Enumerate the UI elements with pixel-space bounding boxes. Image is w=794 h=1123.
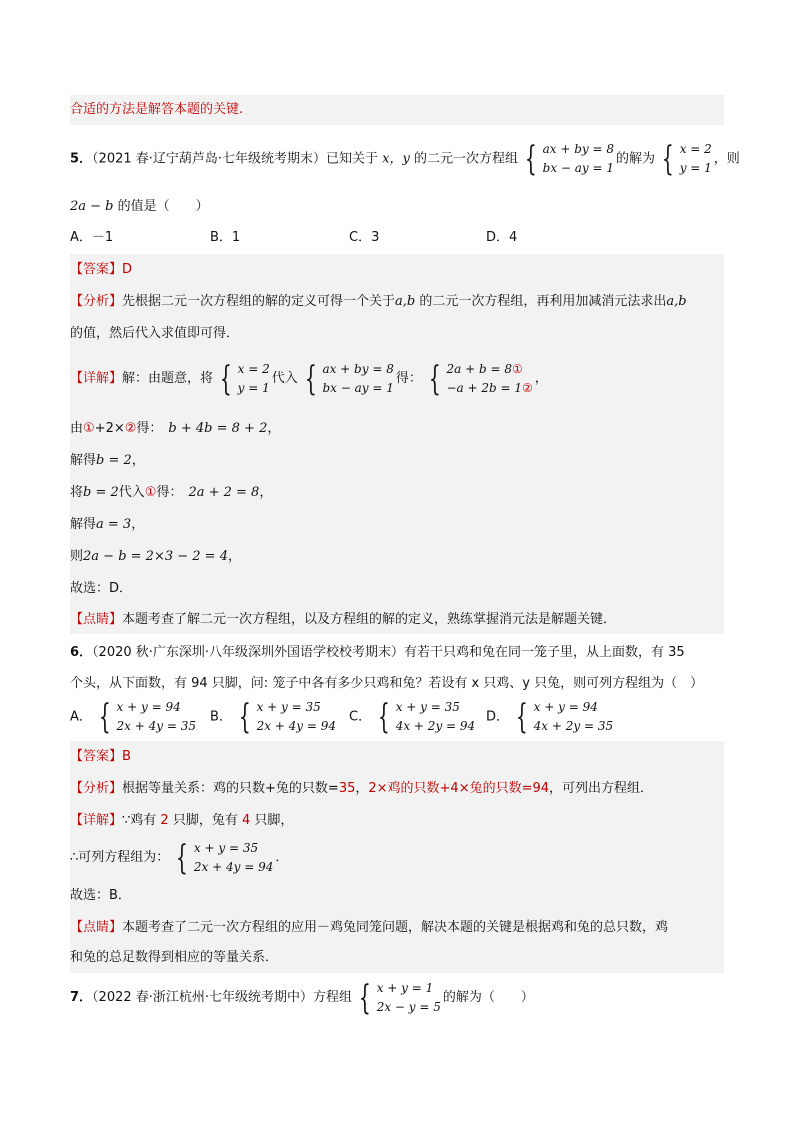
q5-derived-system: { 2a + b = 8① −a + 2b = 1②: [428, 358, 533, 399]
q6-result-system: { x + y = 35 2x + 4y = 94: [176, 837, 274, 878]
step-text: 解得: [70, 453, 97, 468]
q6-analysis: [70, 779, 653, 799]
step-equation: 2a + 2 = 8: [188, 485, 260, 500]
system-row: x + y = 94: [533, 700, 598, 714]
q5-comment: [70, 610, 616, 630]
detail-text: 只脚，兔有: [168, 813, 242, 828]
system-row: ax + by = 8: [322, 361, 394, 376]
comment-text: 本题考查了解二元一次方程组，以及方程组的解的定义，熟练掌握消元法是解题关键．: [122, 612, 617, 627]
q5-stem-line2: [70, 197, 209, 217]
q6-option-b[interactable]: [210, 698, 338, 736]
step-text: +2×: [94, 421, 125, 436]
analysis-tag: 【分析】: [70, 294, 123, 309]
q7-stem-text: 的解为（ ）: [442, 990, 534, 1005]
step-equation: b = 2: [83, 485, 119, 500]
system-row: 2a + b = 8: [446, 361, 512, 376]
q6-choose: 故选：B．: [70, 888, 131, 903]
q5-system-row2: bx − ay = 1: [542, 161, 615, 175]
detail-text: ∵鸡有: [122, 813, 161, 828]
system-row: x + y = 35: [193, 840, 259, 855]
q6-detail: [70, 811, 293, 831]
step-equation: a = 3: [96, 517, 132, 532]
step-text: ，: [267, 421, 281, 436]
q5-stem-text: ，则: [713, 151, 740, 167]
option-label: C．: [349, 709, 372, 725]
system-row: bx − ay = 1: [322, 380, 394, 395]
equation-marker-2: ②: [124, 421, 137, 436]
detail-text: 代入: [271, 371, 298, 386]
q5-expression: 2a − b: [70, 199, 114, 214]
q5-stem-text: 的二元一次方程组: [409, 151, 518, 167]
comment-tag: 【点睛】: [70, 612, 123, 627]
q5-option-a[interactable]: A．－1: [70, 230, 114, 245]
q5-detail-solution-system: { x = 2 y = 1: [219, 358, 270, 399]
q5-step3: [70, 483, 272, 503]
q6-option-d[interactable]: [486, 698, 615, 736]
step-text: 由: [70, 421, 84, 436]
step-text: 则: [70, 549, 84, 564]
option-system: { x + y = 35 2x + 4y = 94: [238, 697, 337, 737]
step-text: 得：: [136, 421, 163, 436]
detail-text: 解：由题意，将: [122, 371, 214, 386]
analysis-text: 先根据二元一次方程组的解的定义可得一个关于: [122, 294, 396, 309]
step-equation: 2a − b = 2×3 − 2 = 4: [83, 549, 228, 564]
q5-choose: 故选：D．: [70, 581, 133, 596]
equation-marker-1: ①: [511, 361, 523, 376]
system-row: 2x + 4y = 35: [116, 719, 196, 733]
analysis-text: 根据等量关系：鸡的只数+兔的只数=: [122, 781, 339, 796]
system-row: x + y = 94: [116, 700, 181, 714]
q5-analysis-line2: 的值，然后代入求值即可得．: [70, 326, 240, 341]
option-label: A．: [70, 709, 92, 725]
answer-value: D: [122, 262, 133, 277]
q6-system-line: [70, 836, 288, 880]
q5-stem-line1: [70, 140, 740, 178]
option-system: { x + y = 94 4x + 2y = 35: [515, 697, 614, 737]
q5-solution-system: { x = 2 y = 1: [661, 139, 712, 179]
step-text: 解得: [70, 517, 97, 532]
step-text: ，: [131, 453, 145, 468]
q5-answer: [70, 260, 132, 280]
q6-option-a[interactable]: [70, 698, 198, 736]
answer-value: B: [122, 749, 131, 764]
detail-tag: 【详解】: [70, 813, 123, 828]
step-text: ，: [131, 517, 145, 532]
equation-marker-2: ②: [522, 380, 533, 395]
q6-stem-line2: 个头，从下面数，有 94 只脚，问: 笼子中各有多少只鸡和兔？若设有 x 只鸡、y 只兔，则可列方程组为（ ）: [70, 676, 704, 691]
detail-text: 得：: [395, 371, 422, 386]
detail-text: ∴可列方程组为：: [70, 850, 170, 865]
q5-step5: [70, 547, 241, 567]
analysis-text: ，: [355, 781, 369, 796]
q5-analysis-line1: [70, 292, 687, 312]
system-row: x + y = 1: [376, 980, 434, 995]
detail-number: 4: [241, 813, 251, 828]
answer-tag: 【答案】: [70, 262, 123, 277]
comment-text: 本题考查了二元一次方程组的应用－鸡兔同笼问题，解决本题的关键是根据鸡和兔的总只数，鸡: [122, 920, 669, 935]
comment-tag: 【点睛】: [70, 920, 123, 935]
option-label: D．: [486, 709, 510, 725]
q6-comment-line1: [70, 918, 668, 938]
q5-number: 5．: [70, 151, 93, 167]
answer-tag: 【答案】: [70, 749, 123, 764]
step-text: ，: [227, 549, 241, 564]
equation-marker-1: ①: [144, 485, 157, 500]
q5-detail-equation-system: { ax + by = 8 bx − ay = 1: [304, 358, 394, 399]
step-text: ，: [259, 485, 273, 500]
detail-number: 2: [160, 813, 169, 828]
q5-source: （2021 春·辽宁葫芦岛·七年级统考期末）: [92, 151, 327, 167]
system-row: x = 2: [237, 361, 270, 376]
q7-stem: [70, 976, 534, 1020]
step-text: 代入: [118, 485, 145, 500]
q5-step1: [70, 419, 280, 439]
q6-option-c[interactable]: [349, 698, 477, 736]
q7-source: （2022 春·浙江杭州·七年级统考期中）: [92, 990, 314, 1005]
option-label: B．: [210, 709, 232, 725]
analysis-tag: 【分析】: [70, 781, 123, 796]
q5-option-c[interactable]: C．3: [349, 230, 380, 245]
step-equation: b + 4b = 8 + 2: [168, 421, 268, 436]
analysis-vars: a,b: [395, 294, 416, 309]
system-row: 2x + 4y = 94: [193, 859, 274, 874]
q5-solution-row1: x = 2: [679, 142, 712, 156]
detail-tag: 【详解】: [70, 371, 123, 386]
system-row: x + y = 35: [395, 700, 460, 714]
q5-stem-text: 的值是（ ）: [113, 199, 209, 214]
q7-stem-text: 方程组: [313, 990, 353, 1005]
system-row: 4x + 2y = 35: [533, 719, 614, 733]
system-row: 2x + 4y = 94: [256, 719, 337, 733]
system-row: 2x − y = 5: [376, 999, 441, 1014]
step-equation: b = 2: [96, 453, 132, 468]
q6-comment-line2: 和兔的总足数得到相应的等量关系．: [70, 950, 279, 965]
q5-equation-system: { ax + by = 8 bx − ay = 1: [524, 139, 615, 179]
analysis-vars: a,b: [666, 294, 687, 309]
analysis-text: 2×鸡的只数+4×兔的只数=: [368, 781, 533, 796]
q5-solution-row2: y = 1: [679, 161, 712, 175]
q6-stem-line1: [70, 643, 685, 663]
q7-equation-system: { x + y = 1 2x − y = 5: [358, 977, 441, 1018]
prev-tail-text: 合适的方法是解答本题的关键.: [70, 102, 244, 117]
q6-answer: [70, 747, 131, 767]
detail-text: ，: [534, 371, 548, 386]
q6-stem-text: （2020 秋·广东深圳·八年级深圳外国语学校校考期末）有若干只鸡和兔在同一笼子里，从上面数，有 35: [92, 645, 685, 660]
q5-step2: [70, 451, 145, 471]
analysis-number: 35: [338, 781, 356, 796]
equation-marker-1: ①: [83, 421, 95, 436]
q5-stem-text: 已知关于: [326, 151, 383, 167]
analysis-number: 94: [532, 781, 550, 796]
q5-system-row1: ax + by = 8: [542, 142, 615, 156]
q5-option-d[interactable]: D．4: [486, 230, 518, 245]
system-row: −a + 2b = 1: [446, 380, 523, 395]
q6-number: 6．: [70, 645, 93, 660]
analysis-text: ，可列出方程组．: [549, 781, 654, 796]
q5-stem-xy: x，y: [382, 151, 410, 167]
system-row: x + y = 35: [256, 700, 321, 714]
option-system: { x + y = 35 4x + 2y = 94: [377, 697, 476, 737]
q5-option-b[interactable]: B．1: [210, 230, 241, 245]
step-text: 得：: [156, 485, 183, 500]
q5-stem-text: 的解为: [616, 151, 656, 167]
q5-step4: [70, 515, 144, 535]
step-text: 将: [70, 485, 84, 500]
analysis-text: 的二元一次方程组，再利用加减消元法求出: [415, 294, 667, 309]
q7-number: 7．: [70, 990, 93, 1005]
system-row: 4x + 2y = 94: [395, 719, 476, 733]
detail-text: 只脚，: [250, 813, 294, 828]
system-row: y = 1: [237, 380, 270, 395]
detail-text: ．: [275, 850, 289, 865]
q5-detail-line1: [70, 357, 548, 401]
option-system: { x + y = 94 2x + 4y = 35: [98, 697, 196, 737]
